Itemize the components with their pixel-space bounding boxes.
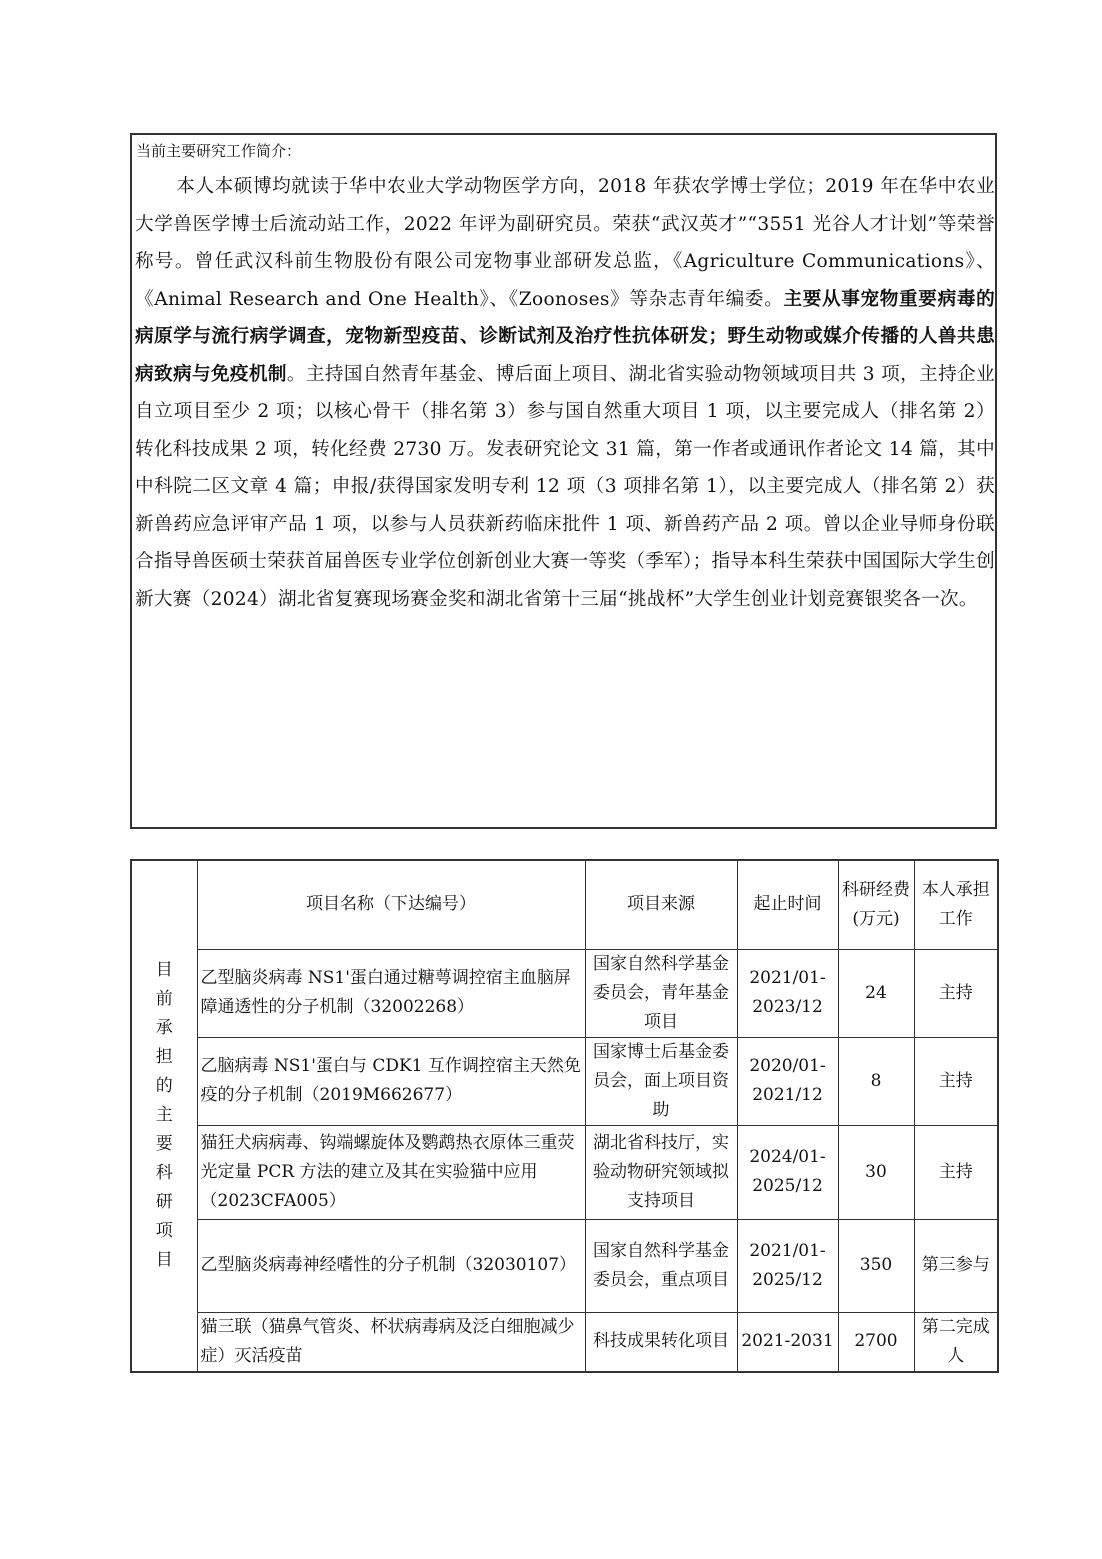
header-funds: 科研经费(万元) [838,860,914,949]
project-funds-cell: 30 [838,1125,914,1219]
summary-achievements-text: 。主持国自然青年基金、博后面上项目、湖北省实验动物领域项目共 3 项，主持企业自立项目至少 2 项；以核心骨干（排名第 3）参与国自然重大项目 1 项，以主要完成人（排名第 2）转化科技成果 2 项，转化经费 2730 万。发表研究论文 31 篇，第一作者或通讯作者论文 14 篇，其中中科院二区文章 4 篇；申报/获得国家发明专利 12 项（3 项排名第 1），以主要完成人（排名第 2）获新兽药应急评审产品 1 项，以参与人员获新药临床批件 1 项、新兽药产品 2 项。曾以企业导师身份联合指导兽医硕士荣获首届兽医专业学位创新创业大赛一等奖（季军）；指导本科生荣获中国国际大学生创新大赛（2024）湖北省复赛现场赛金奖和湖北省第十三届“挑战杯”大学生创业计划竞赛银奖各一次。 [135,363,995,610]
project-funds-cell: 24 [838,949,914,1037]
project-funds-cell: 350 [838,1219,914,1312]
table-row [131,1037,998,1125]
summary-body [135,168,995,618]
table-row [131,1219,998,1312]
project-name-cell: 乙脑病毒 NS1'蛋白与 CDK1 互作调控宿主天然免疫的分子机制（2019M662677） [197,1037,585,1125]
project-period-cell: 2024/01-2025/12 [737,1125,838,1219]
header-project-name: 项目名称（下达编号） [197,860,585,949]
project-source-cell: 国家自然科学基金委员会，青年基金项目 [585,949,737,1037]
projects-table [130,859,999,1373]
project-funds-cell: 8 [838,1037,914,1125]
project-role-cell: 主持 [914,1125,998,1219]
project-source-cell: 科技成果转化项目 [585,1312,737,1372]
project-period-cell: 2021-2031 [737,1312,838,1372]
projects-side-label: 目 前 承 担 的 主 要 科 研 项 目 [131,860,197,1372]
summary-intro-text: 本人本硕博均就读于华中农业大学动物医学方向，2018 年获农学博士学位；2019 年在华中农业大学兽医学博士后流动站工作，2022 年评为副研究员。荣获“武汉英才”“3551 光谷人才计划”等荣誉称号。曾任武汉科前生物股份有限公司宠物事业部研发总监，《Agriculture Communications》、《Animal Research and One Health》、《Zoonoses》等杂志青年编委。 [135,176,995,310]
project-period-cell: 2021/01-2025/12 [737,1219,838,1312]
project-period-cell: 2020/01-2021/12 [737,1037,838,1125]
header-project-source: 项目来源 [585,860,737,949]
table-row [131,1125,998,1219]
research-summary-box [130,133,997,829]
header-role: 本人承担工作 [914,860,998,949]
table-row [131,949,998,1037]
project-period-cell: 2021/01-2023/12 [737,949,838,1037]
project-funds-cell: 2700 [838,1312,914,1372]
project-source-cell: 国家自然科学基金委员会，重点项目 [585,1219,737,1312]
project-name-cell: 乙型脑炎病毒 NS1'蛋白通过糖萼调控宿主血脑屏障通透性的分子机制（32002268） [197,949,585,1037]
project-name-cell: 猫狂犬病病毒、钩端螺旋体及鹦鹉热衣原体三重荧光定量 PCR 方法的建立及其在实验猫中应用（2023CFA005） [197,1125,585,1219]
project-role-cell: 第二完成人 [914,1312,998,1372]
header-period: 起止时间 [737,860,838,949]
project-source-cell: 湖北省科技厅，实验动物研究领域拟支持项目 [585,1125,737,1219]
table-row [131,1312,998,1372]
summary-title: 当前主要研究工作简介： [136,142,302,160]
project-source-cell: 国家博士后基金委员会，面上项目资助 [585,1037,737,1125]
table-header-row [131,860,998,949]
summary-research-focus: 主要从事宠物重要病毒的病原学与流行病学调查，宠物新型疫苗、诊断试剂及治疗性抗体研发；野生动物或媒介传播的人兽共患病致病与免疫机制 [135,288,995,385]
project-role-cell: 第三参与 [914,1219,998,1312]
project-name-cell: 乙型脑炎病毒神经嗜性的分子机制（32030107） [197,1219,585,1312]
project-role-cell: 主持 [914,1037,998,1125]
project-role-cell: 主持 [914,949,998,1037]
project-name-cell: 猫三联（猫鼻气管炎、杯状病毒病及泛白细胞减少症）灭活疫苗 [197,1312,585,1372]
